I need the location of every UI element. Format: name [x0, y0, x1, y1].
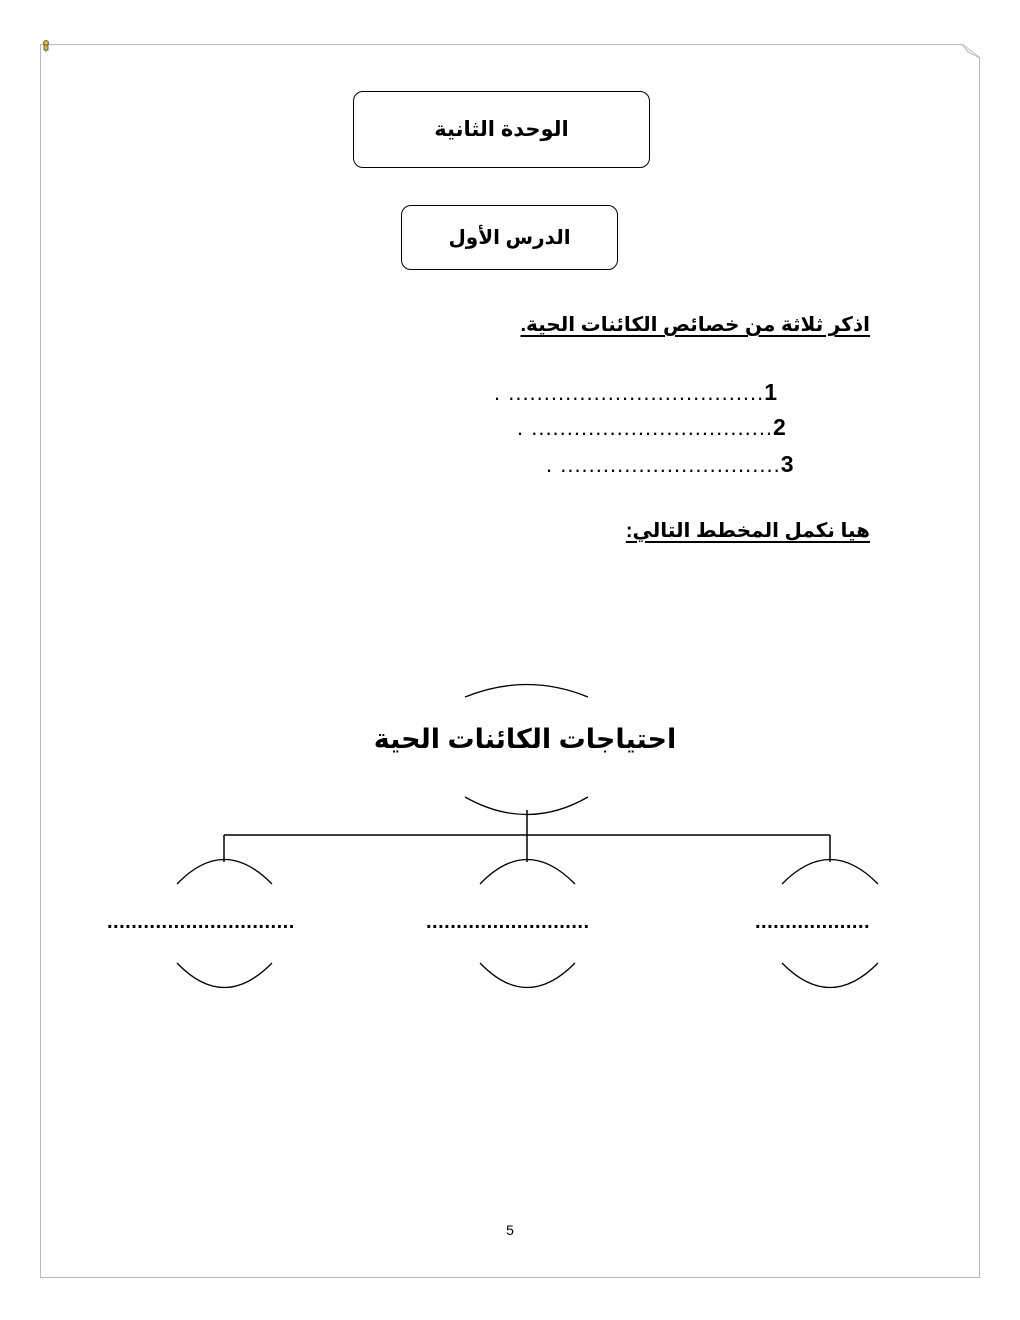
- diagram-blank-middle[interactable]: ...........................: [426, 911, 590, 933]
- page-corner-fold-icon: [962, 44, 980, 58]
- answer-number: 1: [764, 379, 779, 405]
- answer-number: 3: [780, 451, 795, 477]
- unit-title-box: [353, 91, 650, 168]
- lesson-title-box: [401, 205, 618, 270]
- page-number: 5: [506, 1222, 514, 1238]
- answer-dots: . ...............................: [546, 452, 781, 477]
- question-2-prompt: هيا نكمل المخطط التالي:: [625, 520, 870, 542]
- answer-dots: . ..................................: [517, 415, 774, 440]
- unit-title: الوحدة الثانية: [434, 118, 569, 141]
- answer-number: 2: [773, 414, 787, 440]
- answer-line[interactable]: [546, 451, 795, 478]
- answer-line[interactable]: [494, 379, 778, 406]
- diagram-center-label: احتياجات الكائنات الحية: [373, 724, 677, 754]
- lesson-title: الدرس الأول: [448, 227, 571, 249]
- diagram-blank-left[interactable]: ...............................: [107, 911, 295, 933]
- pin-icon: [42, 40, 50, 52]
- diagram-blank-right[interactable]: ...................: [755, 911, 871, 933]
- question-1-prompt: اذكر ثلاثة من خصائص الكائنات الحية.: [520, 314, 870, 336]
- answer-line[interactable]: [517, 414, 787, 441]
- answer-dots: . ....................................: [494, 380, 765, 405]
